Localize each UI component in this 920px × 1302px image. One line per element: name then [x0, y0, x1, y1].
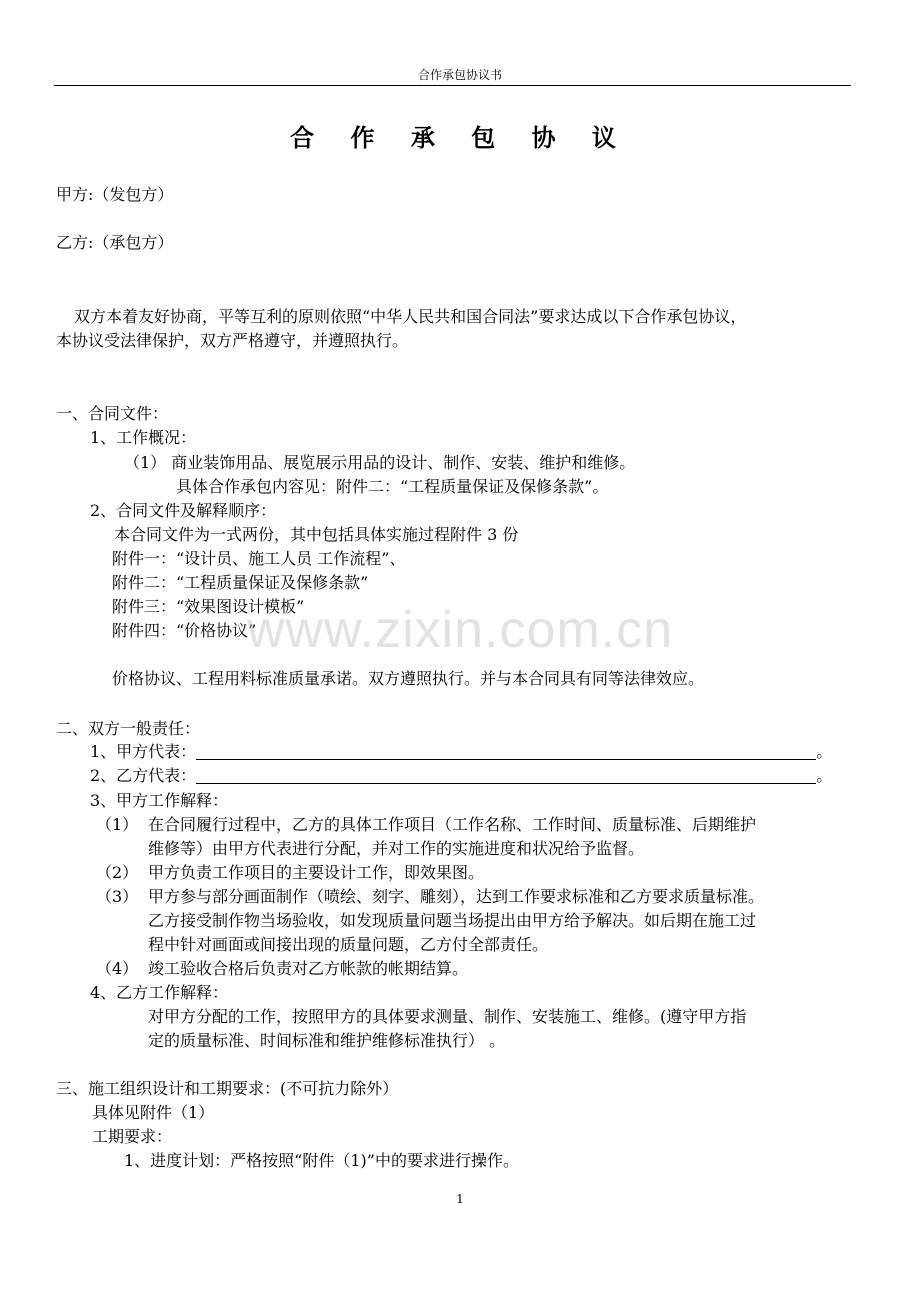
section-1-item-1-line-1: （1） 商业装饰用品、展览展示用品的设计、制作、安装、维护和维修。 [124, 453, 636, 472]
document-title: 合 作 承 包 协 议 [290, 123, 630, 152]
rep-b-line [90, 765, 832, 787]
rep-b-end: 。 [816, 766, 833, 785]
rep-a-end: 。 [816, 742, 833, 761]
item-3-3-number: （3） [96, 887, 139, 906]
rep-b-label: 2、乙方代表： [90, 766, 197, 785]
item-3-2-line-1: 甲方负责工作项目的主要设计工作，即效果图。 [148, 863, 485, 882]
item-3-1-line-2: 维修等）由甲方代表进行分配，并对工作的实施进度和状况给予监督。 [148, 839, 645, 858]
attachment-2: 附件二：“工程质量保证及保修条款” [112, 573, 369, 592]
intro-line-2: 本协议受法律保护，双方严格遵守，并遵照执行。 [56, 331, 409, 350]
item-3-3-line-1: 甲方参与部分画面制作（喷绘、刻字、雕刻），达到工作要求标准和乙方要求质量标准。 [148, 887, 765, 906]
item-3-1-line-1: 在合同履行过程中，乙方的具体工作项目（工作名称、工作时间、质量标准、后期维护 [148, 815, 757, 834]
item-3-4-number: （4） [96, 959, 139, 978]
item-4-line-1: 对甲方分配的工作，按照甲方的具体要求测量、制作、安装施工、维修。(遵守甲方指 [148, 1007, 747, 1026]
section-3-heading: 三、施工组织设计和工期要求：(不可抗力除外） [56, 1079, 399, 1098]
page-number: 1 [456, 1192, 464, 1206]
item-3-4-line-1: 竣工验收合格后负责对乙方帐款的帐期结算。 [148, 959, 469, 978]
item-3-3-line-2: 乙方接受制作物当场验收，如发现质量问题当场提出由甲方给予解决。如后期在施工过 [148, 911, 757, 930]
attachment-3: 附件三：“效果图设计模板” [112, 597, 305, 616]
section-1-item-1-heading: 1、工作概况： [90, 428, 197, 447]
section-1-item-2-line-1: 本合同文件为一式两份，其中包括具体实施过程附件 3 份 [114, 525, 519, 544]
rep-a-line [90, 741, 832, 763]
section-1-item-2-heading: 2、合同文件及解释顺序： [90, 501, 277, 520]
item-3-1-number: （1） [96, 815, 139, 834]
item-3-2-number: （2） [96, 863, 139, 882]
rep-a-label: 1、甲方代表： [90, 742, 197, 761]
section-2-item-3-heading: 3、甲方工作解释： [90, 791, 229, 810]
item-3-3-line-3: 程中针对画面或间接出现的质量问题，乙方付全部责任。 [148, 935, 549, 954]
item-4-line-2: 定的质量标准、时间标准和维护维修标准执行） 。 [148, 1031, 506, 1050]
party-a-line: 甲方:（发包方） [56, 185, 174, 204]
page-header-text: 合作承包协议书 [417, 68, 502, 82]
party-b-line: 乙方:（承包方） [56, 233, 174, 252]
watermark: www.zixin.com.cn [246, 601, 674, 659]
section-1-heading: 一、合同文件： [56, 404, 169, 423]
rep-b-blank [196, 767, 816, 784]
section-3-line-2: 工期要求： [92, 1127, 173, 1146]
section-1-item-1-line-2: 具体合作承包内容见：附件二：“工程质量保证及保修条款”。 [176, 477, 609, 496]
intro-line-1: 双方本着友好协商，平等互利的原则依照“中华人民共和国合同法”要求达成以下合作承包协议， [74, 307, 747, 326]
header-rule [54, 85, 851, 86]
rep-a-blank [196, 743, 816, 760]
attachment-4: 附件四：“价格协议” [112, 621, 257, 640]
section-3-line-3: 1、进度计划：严格按照“附件（1)”中的要求进行操作。 [124, 1151, 519, 1170]
section-2-heading: 二、双方一般责任： [56, 719, 201, 738]
section-1-closing: 价格协议、工程用料标准质量承诺。双方遵照执行。并与本合同具有同等法律效应。 [112, 669, 705, 688]
section-2-item-4-heading: 4、乙方工作解释： [90, 983, 229, 1002]
attachment-1: 附件一：“设计员、施工人员 工作流程”、 [112, 549, 406, 568]
section-3-line-1: 具体见附件（1） [92, 1103, 215, 1122]
